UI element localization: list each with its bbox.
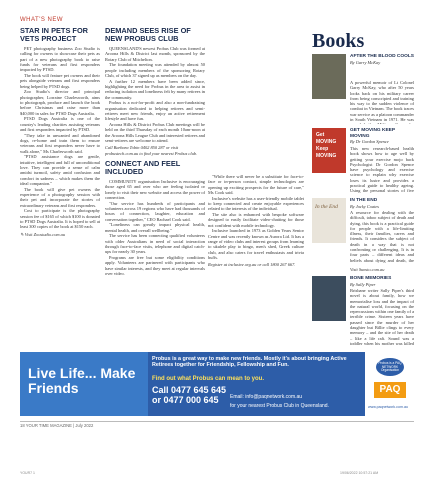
article-footer: ✎ Visit Zoostudio.com.au xyxy=(20,231,66,237)
book-cover xyxy=(312,54,346,99)
visit-icon: ✎ xyxy=(20,231,25,237)
article-heading: STAR IN PETS FOR VETS PROJECT xyxy=(20,27,89,43)
article-paragraph: "They take in unwanted and abandoned dogs, re-home and train them to ensure veterans and first responders never have to walk alone," Ms Charlesworth said. xyxy=(20,132,100,154)
book-description: Brisbane writer Sally Piper's third novel is about family, how we memorialise loss and the impact of the natural world, focusing on the repercussions within one family of a terrible crime. Sixteen years have passed since the murder of her daughter but Billie clings to every memory – and the site of her death – like a life raft. Sound was a toddler when his mother was killed xyxy=(350,288,414,346)
article-paragraph: Cost to participate is the photography session fee of $165 of which $100 is donated to PTSD Dogs Australia. It is hoped to sell at least 300 copies of the book at $150 each. xyxy=(20,208,100,230)
article-paragraph: "While there will never be a substitute for face-to-face or in-person contact, simple technologies are opening up exciting prospects for the future of care," Ms Cook said. xyxy=(208,174,304,195)
article-paragraph: "PTSD assistance dogs are gentle, intuitive, intelligent and full of unconditional love. They can provide a sense of calm amidst turmoil, safety amid confusion and comfort in sadness – which makes them the ideal companion." xyxy=(20,154,100,186)
article-paragraph: QUEENSLAND'S newest Probus Club was formed at Aroona Hills & District last month, sponsored by the Rotary Club of Mitchelton. xyxy=(105,46,205,62)
ad-headline: Live Life... Make Friends xyxy=(28,365,136,396)
article-paragraph: The foundation meeting was attended by almost 50 people including members of the sponsoring Rotary Club, of which 37 signed up as members on the day. xyxy=(105,62,205,78)
article-paragraph: PET photography business Zoo Studio is calling for owners to showcase their pets as part of a new photography book to raise funds for veterans and first responders impacted by PTSD. xyxy=(20,46,100,73)
article-paragraph: Inclusive's website has a user-friendly mobile tablet to keep connected and create enjoyable experiences related to the interests of the individual. xyxy=(208,195,304,212)
article-paragraph: PTSD Dogs Australia is one of the country's leading charities assisting veterans and first responders impacted by PTSD. xyxy=(20,116,100,132)
book-author: By Jacky Coates xyxy=(350,203,380,209)
book-description: A resource for dealing with the difficult, taboo subject of death and dying, this book is a practical guide for people with a life-limiting illness, their families, carers and friends. It considers the subject of death in a way that is not confronting or challenging. It is in four parts – different ideas and beliefs about dying and death, the xyxy=(350,210,414,263)
article-paragraph: Zoo Studio's director and principal photographer, Lorraine Charlesworth, aims to photograph, produce and launch the book before Christmas and raise more than $40,000 in sales for PTSD Dogs Australia. xyxy=(20,89,100,116)
paq-logo: PAQ xyxy=(374,382,406,398)
book-description: This new research-based health book shows how to age well by getting your exercise mojo back Psychologist Dr Gordon Spence have psychology and exercise science to explain why exercise loses its lustre and provides a practical guide to healthy ageing. Using the personal stories of five xyxy=(350,146,414,194)
ad-note: for your nearest Probus Club in Queensland. xyxy=(230,403,329,409)
book-author: By Dr Gordon Spence xyxy=(350,139,389,145)
book-title: AFTER THE BLOOD COOLS xyxy=(350,54,414,59)
ad-photo-panel xyxy=(20,352,148,416)
article-footer: Register at inclusive.org.au or call 1800 267 667. xyxy=(208,262,296,268)
book-title: IN THE END xyxy=(350,198,378,203)
section-label: WHAT'S NEW xyxy=(20,17,64,23)
book-cover xyxy=(312,276,346,321)
article-paragraph: Aroona Hills & District Probus Club meetings will be held on the third Thursday of each month 10am-noon at the Aroona Hills League Club and interested retirees and semi-retirees are welcome to attend. xyxy=(105,122,205,144)
ad-call-alt: or 0477 000 645 xyxy=(152,395,219,405)
ad-call-number: Call 0477 645 645 xyxy=(152,385,227,395)
footer-rule xyxy=(20,421,414,422)
article-paragraph: Programs are free but some eligibility conditions apply. Volunteers are partnered with participants who have similar interests, and they meet at regular intervals over video. xyxy=(105,255,205,276)
article-body xyxy=(105,179,205,276)
article-paragraph: The book will feature pet owners and their pets alongside veterans and first responders being helped by PTSD dogs. xyxy=(20,72,100,89)
article-pets-for-vets xyxy=(20,27,100,237)
book-title: BONE MEMORIES xyxy=(350,276,392,281)
probus-advertisement xyxy=(20,352,414,416)
book-cover: Get MOVING Keep MOVING xyxy=(312,128,346,173)
article-paragraph: The service has been connecting qualified volunteers with older Australians in need of social interaction through face-to-face visits, telephone and digital catch-ups for nearly 30 years. xyxy=(105,233,205,255)
print-slug-right: 19/06/2022 10:57:21 AM xyxy=(340,471,379,475)
article-paragraph: A further 12 members have been added since, highlighting the need for Probus in the area to assist in reducing isolation and loneliness felt by many retirees in the community. xyxy=(105,78,205,100)
book-author: By Garry McKay xyxy=(350,59,381,65)
ad-intro-text: Probus is a great way to make new friends. Mostly it's about bringing Active Retirees together for Friendship, Fellowship and Fun. xyxy=(152,356,347,369)
ad-find-text: Find out what Probus can mean to you. xyxy=(152,376,265,382)
book-description: A powerful memoir of Lt Colonel Garry McKay, who after 50 years looks back on his military career from being conscripted and training his way to the sudden violence of combat in Vietnam. The book traces war service as a platoon commander in South Vietnam in 1971. He was xyxy=(350,80,414,123)
article-paragraph: Probus is a not-for-profit and also a non-fundraising organisation dedicated to helping retirees and semi-retirees meet new friends, enjoy an active retirement lifestyle and have fun. xyxy=(105,100,205,122)
article-heading: CONNECT AND FEEL INCLUDED xyxy=(105,158,181,176)
article-paragraph: The book will give pet owners the experience of a photography session with their pet and incorporate the stories of extraordinary veterans and first responders. xyxy=(20,186,100,208)
page-footer: 18 YOUR TIME MAGAZINE | July 2022 xyxy=(20,423,94,428)
books-footer: Visit Sunsto.com.au xyxy=(350,267,385,272)
article-heading: DEMAND SEES RISE OF NEW PROBUS CLUB xyxy=(105,27,191,43)
article-footer: Call Barbara Tobin 0402 850 287 or visit probustech.com.au to find your nearest Probus club. xyxy=(105,145,198,156)
article-paragraph: COMMUNITY organisation Inclusive is encouraging those aged 65 and over who are feeling isolated or lonely to visit their new website and access the power of connection. xyxy=(105,178,205,200)
article-paragraph: The site also is enhanced with bespoke software designed to easily facilitate video-chatting for those not confident with mobile technology. xyxy=(208,212,304,228)
article-connect-continued xyxy=(208,174,304,268)
article-probus-club xyxy=(105,27,205,277)
ad-email: Email: info@paqnetwork.com.au xyxy=(230,394,303,400)
article-paragraph: Inclusive launched in 1973 as Golden Years Senior Centre and was recently known as Aurora Ltd. It has a range of video clubs and interest groups from learning to ukulele play to bingo, men's shed, Greek culture club, and also caters for travel enthusiasts and trivia buffs. xyxy=(208,228,304,260)
article-paragraph: "Loneliness can greatly impact physical health, mental health, and overall wellbeing." xyxy=(105,222,205,233)
article-body xyxy=(20,46,100,230)
books-section-title: Books xyxy=(312,30,365,52)
ad-url: www.paqnetwork.com.au xyxy=(368,405,408,409)
paq-pill-badge: Probus is a PAQ NETWORK Organisation xyxy=(376,358,404,376)
article-paragraph: "Our service has hundreds of participants and volunteers across 19 regions who have had thousands of hours of connection, laughter, education and conversation together," CEO Rachael Cook said. xyxy=(105,200,205,222)
book-title: GET MOVING KEEP MOVING xyxy=(350,128,395,139)
book-author: By Sally Piper xyxy=(350,281,376,287)
article-body xyxy=(208,174,304,260)
article-body xyxy=(105,46,205,143)
print-slug-left: YOUR7 1 xyxy=(20,471,35,475)
book-cover: In the End xyxy=(312,198,346,243)
